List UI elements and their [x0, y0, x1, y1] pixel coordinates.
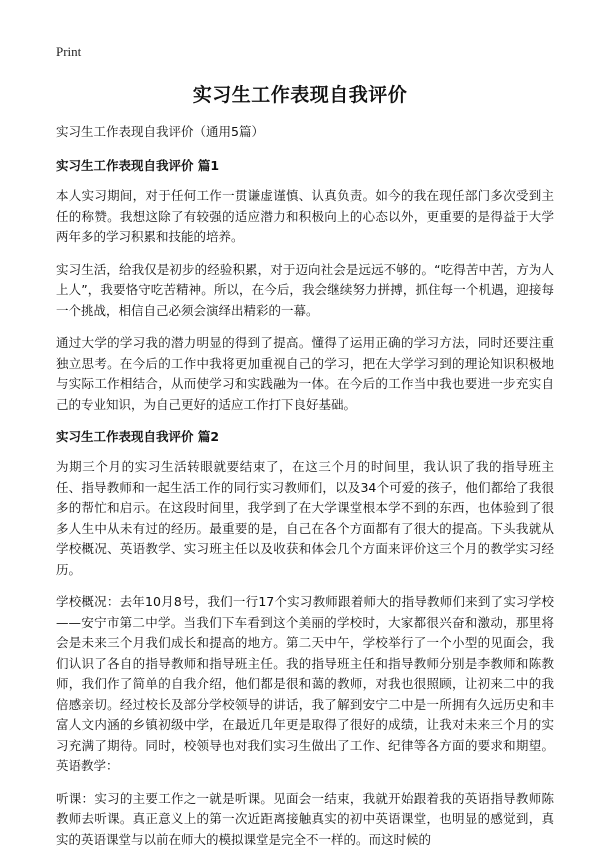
section-heading: 实习生工作表现自我评价 篇1: [56, 158, 220, 173]
section-2: [56, 427, 554, 850]
document-body: [56, 122, 554, 862]
document-subtitle: 实习生工作表现自我评价（通用5篇）: [56, 124, 264, 139]
paragraph: 实习生活，给我仅是初步的经验积累，对于迈向社会是远远不够的。“吃得苦中苦，方为人上人”，我要恪守吃苦精神。所以，在今后，我会继续努力拼搏，抓住每一个机遇，迎接每一个挑战，相信自己必须会演绎出精彩的一幕。: [56, 261, 554, 318]
paragraph: 听课：实习的主要工作之一就是听课。见面会一结束，我就开始跟着我的英语指导教师陈教师去听课。真正意义上的第一次近距离接触真实的初中英语课堂，也明显的感觉到，真实的英语课堂与以前在师大的模拟课堂是完全不一样的。而这时候的: [56, 790, 554, 847]
paragraph: 为期三个月的实习生活转眼就要结束了，在这三个月的时间里，我认识了我的指导班主任、指导教师和一起生活工作的同行实习教师们，以及34个可爱的孩子，他们都给了我很多的帮忙和启示。在这段时间里，我学到了在大学课堂根本学不到的东西，也体验到了很多人生中从未有过的经历。最重要的是，自己在各个方面都有了很大的提高。下头我就从学校概况、英语教学、实习班主任以及收获和体会几个方面来评价这三个月的教学实习经历。: [56, 459, 554, 577]
paragraph: 本人实习期间，对于任何工作一贯谦虚谨慎、认真负责。如今的我在现任部门多次受到主任的称赞。我想这除了有较强的适应潜力和积极向上的心态以外，更重要的是得益于大学两年多的学习积累和技能的培养。: [56, 188, 554, 244]
section-1: [56, 156, 554, 415]
paragraph: 通过大学的学习我的潜力明显的得到了提高。懂得了运用正确的学习方法，同时还要注重独立思考。在今后的工作中我将更加重视自己的学习，把在大学学习到的理论知识积极地与实际工作相结合，从而使学习和实践融为一体。在今后的工作当中我也要进一步充实自己的专业知识，为自己更好的适应工作打下良好基础。: [56, 335, 554, 412]
print-label: Print: [56, 44, 82, 59]
paragraph: 学校概况：去年10月8号，我们一行17个实习教师跟着师大的指导教师们来到了实习学校——安宁市第二中学。当我们下车看到这个美丽的学校时，大家都很兴奋和激动，那里将会是未来三个月我们成长和提高的地方。第二天中午，学校举行了一个小型的见面会，我们认识了各自的指导教师和指导班主任。我的指导班主任和指导教师分别是李教师和陈教师，我们作了简单的自我介绍，他们都是很和蔼的教师，对我也很照顾，让初来二中的我倍感亲切。经过校长及部分学校领导的讲话，我了解到安宁二中是一所拥有久远历史和丰富人文内涵的乡镇初级中学，在最近几年更是取得了很好的成绩，让我对未来三个月的实习充满了期待。同时，校领导也对我们实习生做出了工作、纪律等各方面的要求和期望。英语教学：: [56, 594, 554, 773]
page-title: 实习生工作表现自我评价: [192, 84, 408, 106]
section-heading: 实习生工作表现自我评价 篇2: [56, 429, 220, 444]
